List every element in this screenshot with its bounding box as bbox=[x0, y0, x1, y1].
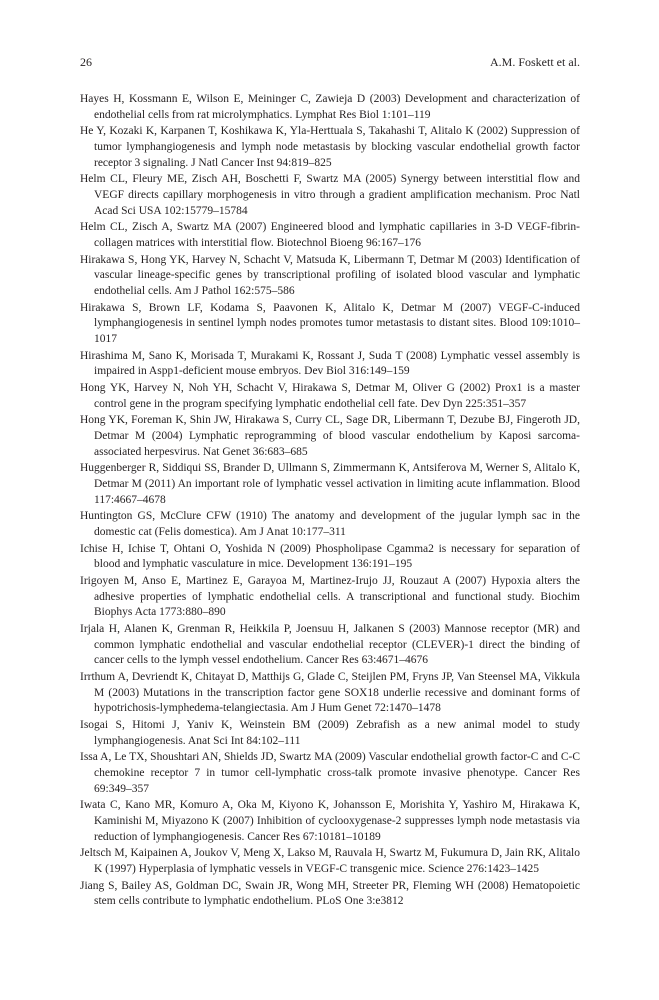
reference-entry: Hong YK, Harvey N, Noh YH, Schacht V, Hirakawa S, Detmar M, Oliver G (2002) Prox1 is a master control gene in the program specifying lymphatic endothelial cell fate. Dev Dyn 225:351–357 bbox=[80, 382, 580, 410]
reference-entry: Hirakawa S, Brown LF, Kodama S, Paavonen K, Alitalo K, Detmar M (2007) VEGF-C-induced lymphangiogenesis in sentinel lymph nodes promotes tumor metastasis to distant sites. Blood 109:1010–1017 bbox=[80, 301, 580, 345]
reference-entry: Hong YK, Foreman K, Shin JW, Hirakawa S, Curry CL, Sage DR, Libermann T, Dezube BJ, Fingeroth JD, Detmar M (2004) Lymphatic reprogramming of blood vascular endothelium by Kaposi sarcoma-associated herpesvirus. Nat Genet 36:683–685 bbox=[80, 414, 580, 458]
reference-entry: Irigoyen M, Anso E, Martinez E, Garayoa M, Martinez-Irujo JJ, Rouzaut A (2007) Hypoxia alters the adhesive properties of lymphatic endothelial cells. A transcriptional and functional study. Biochim Biophys Acta 1773:880–890 bbox=[80, 575, 580, 619]
reference-entry: Hayes H, Kossmann E, Wilson E, Meininger C, Zawieja D (2003) Development and characterization of endothelial cells from rat microlymphatics. Lymphat Res Biol 1:101–119 bbox=[80, 93, 580, 121]
reference-entry: Isogai S, Hitomi J, Yaniv K, Weinstein BM (2009) Zebrafish as a new animal model to study lymphangiogenesis. Anat Sci Int 84:102–111 bbox=[80, 718, 580, 747]
reference-entry: Jiang S, Bailey AS, Goldman DC, Swain JR, Wong MH, Streeter PR, Fleming WH (2008) Hematopoietic stem cells contribute to lymphatic endothelium. PLoS One 3:e3812 bbox=[80, 879, 580, 908]
reference-entry: Jeltsch M, Kaipainen A, Joukov V, Meng X, Lakso M, Rauvala H, Swartz M, Fukumura D, Jain RK, Alitalo K (1997) Hyperplasia of lymphatic vessels in VEGF-C transgenic mice. Science 276:1423–1425 bbox=[80, 847, 580, 875]
reference-entry: Helm CL, Fleury ME, Zisch AH, Boschetti F, Swartz MA (2005) Synergy between interstitial flow and VEGF directs capillary morphogenesis in vitro through a gradient amplification mechanism. Proc Natl Acad Sci USA 102:15779–15784 bbox=[80, 173, 580, 217]
reference-entry: Irjala H, Alanen K, Grenman R, Heikkila P, Joensuu H, Jalkanen S (2003) Mannose receptor (MR) and common lymphatic endothelial and vascular endothelial receptor (CLEVER)-1 direct the binding of cancer cells to the lymph vessel endothelium. Cancer Res 63:4671–4676 bbox=[80, 623, 580, 667]
reference-entry: Helm CL, Zisch A, Swartz MA (2007) Engineered blood and lymphatic capillaries in 3-D VEGF-fibrin-collagen matrices with interstitial flow. Biotechnol Bioeng 96:167–176 bbox=[80, 221, 580, 249]
reference-entry: Issa A, Le TX, Shoushtari AN, Shields JD, Swartz MA (2009) Vascular endothelial growth factor-C and C-C chemokine receptor 7 in tumor cell-lymphatic cross-talk promote invasive phenotype. Cancer Res 69:349–357 bbox=[80, 751, 580, 795]
reference-entry: Hirashima M, Sano K, Morisada T, Murakami K, Rossant J, Suda T (2008) Lymphatic vessel assembly is impaired in Aspp1-deficient mouse embryos. Dev Biol 316:149–159 bbox=[80, 349, 580, 378]
reference-entry: Huntington GS, McClure CFW (1910) The anatomy and development of the jugular lymph sac in the domestic cat (Felis domestica). Am J Anat 10:177–311 bbox=[80, 510, 580, 538]
reference-entry: Irrthum A, Devriendt K, Chitayat D, Matthijs G, Glade C, Steijlen PM, Fryns JP, Van Steensel MA, Vikkula M (2003) Mutations in the transcription factor gene SOX18 underlie recessive and dominant forms of hypotrichosis-lymphedema-telangiectasia. Am J Hum Genet 72:1470–1478 bbox=[80, 671, 580, 715]
reference-entry: Huggenberger R, Siddiqui SS, Brander D, Ullmann S, Zimmermann K, Antsiferova M, Werner S, Alitalo K, Detmar M (2011) An important role of lymphatic vessel activation in limiting acute inflammation. Blood 117:4667–4678 bbox=[80, 462, 580, 506]
reference-entry: Ichise H, Ichise T, Ohtani O, Yoshida N (2009) Phospholipase Cgamma2 is necessary for separation of blood and lymphatic vasculature in mice. Development 136:191–195 bbox=[80, 542, 580, 571]
reference-entry: Iwata C, Kano MR, Komuro A, Oka M, Kiyono K, Johansson E, Morishita Y, Yashiro M, Hirakawa K, Kaminishi M, Miyazono K (2007) Inhibition of cyclooxygenase-2 suppresses lymph node metastasis via reduction of lymphangiogenesis. Cancer Res 67:10181–10189 bbox=[80, 799, 580, 843]
page-header bbox=[80, 54, 580, 72]
reference-list bbox=[80, 92, 580, 911]
page-number: 26 bbox=[80, 55, 92, 69]
reference-entry: Hirakawa S, Hong YK, Harvey N, Schacht V, Matsuda K, Libermann T, Detmar M (2003) Identification of vascular lineage-specific genes by transcriptional profiling of isolated blood vascular and lymphatic endothelial cells. Am J Pathol 162:575–586 bbox=[80, 253, 580, 297]
running-head: A.M. Foskett et al. bbox=[490, 55, 580, 69]
reference-entry: He Y, Kozaki K, Karpanen T, Koshikawa K, Yla-Herttuala S, Takahashi T, Alitalo K (2002) Suppression of tumor lymphangiogenesis and lymph node metastasis by blocking vascular endothelial growth factor receptor 3 signaling. J Natl Cancer Inst 94:819–825 bbox=[80, 125, 580, 169]
